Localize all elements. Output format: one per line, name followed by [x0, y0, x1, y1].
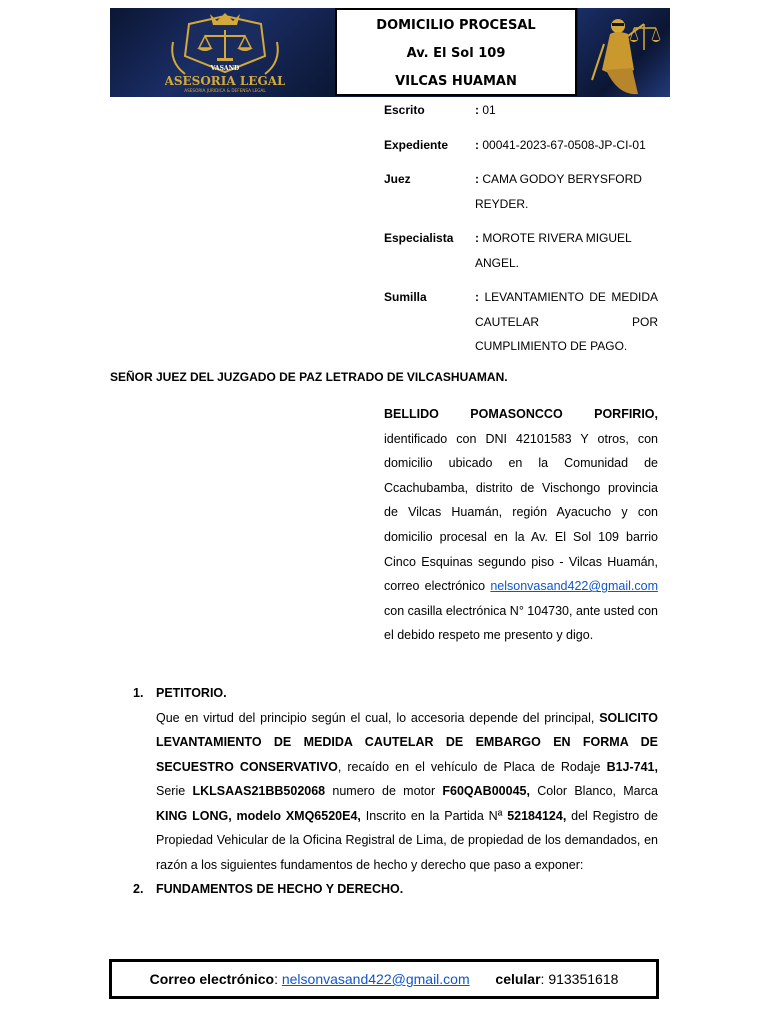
case-info-row-expediente	[384, 133, 658, 168]
svg-text:ASESORIA JURIDICA & DEFENSA LE: ASESORIA JURIDICA & DEFENSA LEGAL	[184, 88, 266, 93]
plaintiff-name: BELLIDO POMASONCCO PORFIRIO,	[384, 407, 658, 421]
section-title: PETITORIO.	[156, 686, 227, 700]
footer-email-label: Correo electrónico	[149, 971, 275, 987]
case-info-label: Escrito	[384, 103, 425, 117]
petitorio-section	[133, 681, 658, 877]
case-info-block	[384, 98, 658, 359]
addressee-heading: SEÑOR JUEZ DEL JUZGADO DE PAZ LETRADO DE VILCASHUAMAN.	[110, 370, 508, 384]
footer-email-link[interactable]: nelsonvasand422@gmail.com	[281, 971, 470, 987]
case-info-value: : LEVANTAMIENTO DE MEDIDA CAUTELAR POR CUMPLIMIENTO DE PAGO.	[475, 290, 658, 353]
lady-justice-icon	[578, 10, 666, 96]
case-info-label: Especialista	[384, 231, 454, 245]
footer-phone-label: celular	[495, 971, 541, 987]
contact-footer: Correo electrónico: nelsonvasand422@gmail.com celular: 913351618	[109, 959, 659, 999]
domicilio-city: VILCAS HUAMAN	[395, 74, 517, 89]
section-number: 1.	[133, 686, 144, 700]
intro-email-link[interactable]: nelsonvasand422@gmail.com	[490, 579, 658, 594]
svg-text:VASAND: VASAND	[210, 65, 240, 72]
domicilio-address: Av. El Sol 109	[406, 46, 506, 61]
fundamentos-section	[133, 877, 658, 902]
case-info-row-especialista	[384, 226, 658, 285]
domicilio-procesal-box	[335, 8, 577, 96]
domicilio-title: DOMICILIO PROCESAL	[376, 18, 536, 33]
intro-paragraph: BELLIDO POMASONCCO PORFIRIO, identificado con DNI 42101583 Y otros, con domicilio ubicado en la Comunidad de Ccachubamba, distrito de Vischongo provincia de Vilcas Huamán, región Ayacucho y con domicilio procesal en la Av. El Sol 109 barrio Cinco Esquinas segundo piso - Vilcas Huamán, correo electrónico nelsonvasand422@gmail.com con casilla electrónica N° 104730, ante usted con el debido respeto me presento y digo.	[384, 407, 658, 643]
case-info-value: : 00041-2023-67-0508-JP-CI-01	[475, 137, 646, 152]
case-info-value: : CAMA GODOY BERYSFORD REYDER.	[475, 172, 642, 211]
case-info-value: : MOROTE RIVERA MIGUEL ANGEL.	[475, 231, 632, 270]
case-info-row-sumilla	[384, 285, 658, 359]
section-number: 2.	[133, 882, 144, 896]
case-info-row-juez	[384, 167, 658, 226]
svg-text:ASESORIA LEGAL: ASESORIA LEGAL	[165, 74, 285, 88]
petitorio-body: PETITORIO. Que en virtud del principio según el cual, lo accesoria depende del principal, SOLICITO LEVANTAMIENTO DE MEDIDA CAUTELAR DE EMBARGO EN FORMA DE SECUESTRO CONSERVATIVO, recaído en el vehículo de Placa de Rodaje B1J-741, Serie LKLSAAS21BB502068 numero de motor F60QAB00045, Color Blanco, Marca KING LONG, modelo XMQ6520E4, Inscrito en la Partida Nª 52184124, del Registro de Propiedad Vehicular de la Oficina Registral de Lima, de propiedad de los demandados, en razón a los siguientes fundamentos de hecho y derecho que paso a exponer:	[156, 681, 658, 877]
case-info-label: Expediente	[384, 137, 449, 152]
law-firm-logo	[165, 12, 285, 94]
case-info-label: Sumilla	[384, 290, 427, 304]
case-info-value: : 01	[475, 103, 496, 117]
section-title: FUNDAMENTOS DE HECHO Y DERECHO.	[156, 882, 404, 896]
footer-phone-value: 913351618	[548, 971, 619, 987]
case-info-row-escrito	[384, 98, 658, 133]
case-info-label: Juez	[384, 172, 411, 186]
